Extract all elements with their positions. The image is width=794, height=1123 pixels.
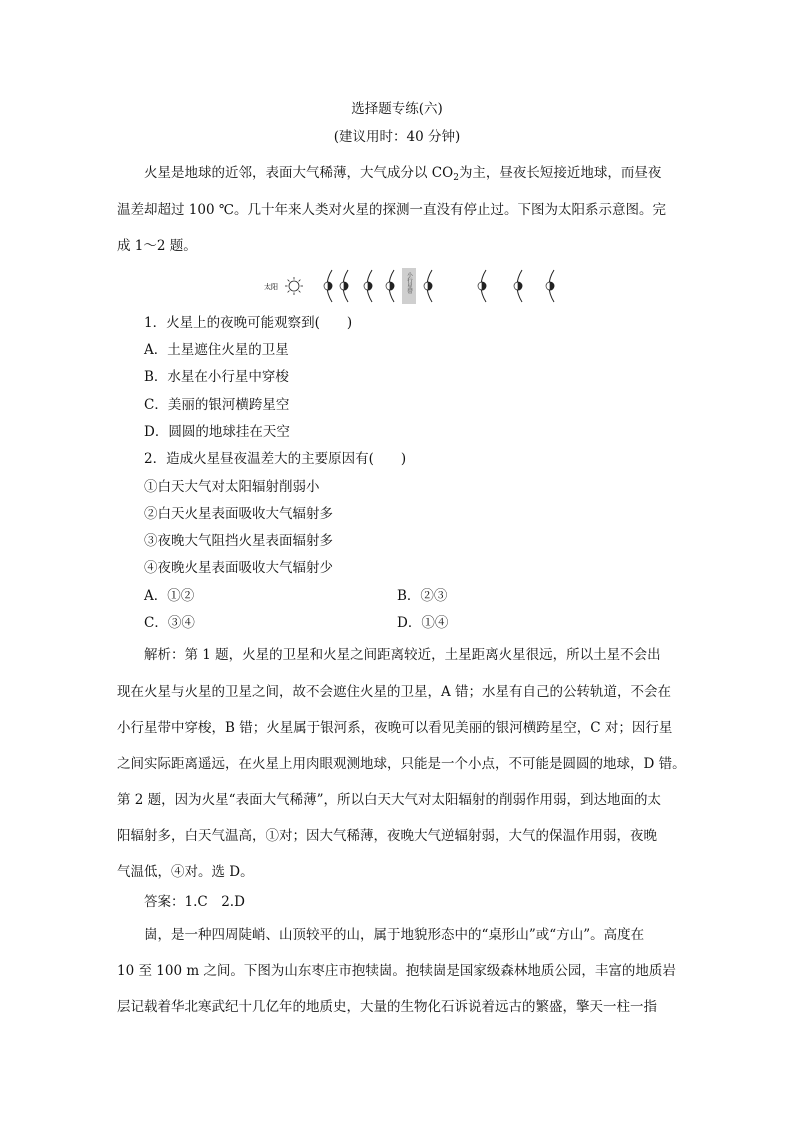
venus-icon — [340, 282, 348, 290]
q2-option-a: A．①② — [144, 588, 195, 604]
analysis-line: 解析：第 1 题，火星的卫星和火星之间距离较近，土星距离火星很远，所以土星不会出 — [144, 647, 661, 663]
q2-statement-3: ③夜晚大气阻挡火星表面辐射多 — [144, 533, 333, 549]
solar-system-figure — [260, 266, 560, 306]
intro-line-2: 温差却超过 100 ℃。几十年来人类对火星的探测一直没有停止过。下图为太阳系示意图。完 — [117, 202, 666, 218]
planet-icons — [324, 282, 554, 290]
analysis-line: 阳辐射多，白天气温高，①对；因大气稀薄，夜晚大气逆辐射弱，大气的保温作用弱，夜晚 — [117, 828, 657, 844]
q2-statement-4: ④夜晚火星表面吸收大气辐射少 — [144, 560, 333, 576]
asteroid-belt — [402, 268, 416, 304]
next-passage-line: 层记载着华北寒武纪十几亿年的地质史，大量的生物化石诉说着远古的繁盛，擎天一柱一指 — [117, 999, 657, 1015]
q2-option-c: C．③④ — [144, 615, 195, 631]
next-passage-line: 10 至 100 m 之间。下图为山东枣庄市抱犊崮。抱犊崮是国家级森林地质公园，丰富的地质岩 — [117, 963, 676, 979]
saturn-icon — [478, 282, 486, 290]
q2-statement-2: ②白天火星表面吸收大气辐射多 — [144, 506, 333, 522]
q2-stem: 2．造成火星昼夜温差大的主要原因有( ) — [144, 451, 407, 467]
q1-option-c: C．美丽的银河横跨星空 — [144, 397, 290, 413]
mercury-icon — [324, 282, 332, 290]
q1-option-b: B．水星在小行星中穿梭 — [144, 369, 289, 385]
analysis-line: 之间实际距离遥远，在火星上用肉眼观测地球，只能是一个小点，不可能是圆圆的地球，D 错。 — [117, 756, 686, 772]
q2-option-b: B．②③ — [397, 588, 448, 604]
q1-option-d: D．圆圆的地球挂在天空 — [144, 424, 290, 440]
sun-icon — [285, 277, 303, 295]
analysis-line: 现在火星与火星的卫星之间，故不会遮住火星的卫星，A 错；水星有自己的公转轨道，不会在 — [117, 684, 672, 700]
intro-line-1b: 为主，昼夜长短接近地球，而昼夜 — [458, 165, 662, 181]
analysis-line: 气温低，④对。选 D。 — [117, 864, 254, 880]
neptune-icon — [546, 282, 554, 290]
jupiter-icon — [424, 282, 432, 290]
asteroid-belt-label: 小行星带 — [406, 272, 412, 294]
uranus-icon — [514, 282, 522, 290]
q1-option-a: A．土星遮住火星的卫星 — [144, 342, 289, 358]
intro-line-3: 成 1～2 题。 — [117, 238, 197, 254]
q1-stem: 1．火星上的夜晚可能观察到( ) — [144, 315, 353, 331]
q2-statement-1: ①白天大气对太阳辐射削弱小 — [144, 479, 320, 495]
page-subtitle: (建议用时：40 分钟) — [333, 129, 461, 145]
answer-line: 答案：1.C 2.D — [144, 894, 245, 910]
analysis-line: 第 2 题，因为火星“表面大气稀薄”，所以白天大气对太阳辐射的削弱作用弱，到达地面的太 — [117, 792, 661, 808]
sun-label: 太阳 — [264, 283, 278, 291]
next-passage-line: 崮，是一种四周陡峭、山顶较平的山，属于地貌形态中的“桌形山”或“方山”。高度在 — [144, 927, 645, 943]
co2-subscript: 2 — [453, 173, 459, 183]
q2-option-d: D．①④ — [397, 615, 449, 631]
page-title: 选择题专练(六) — [351, 101, 443, 117]
mars-icon — [386, 282, 394, 290]
earth-icon — [364, 282, 372, 290]
intro-line-1a: 火星是地球的近邻，表面大气稀薄，大气成分以 CO — [144, 165, 454, 181]
analysis-line: 小行星带中穿梭，B 错；火星属于银河系，夜晚可以看见美丽的银河横跨星空，C 对；因行星 — [117, 720, 673, 736]
